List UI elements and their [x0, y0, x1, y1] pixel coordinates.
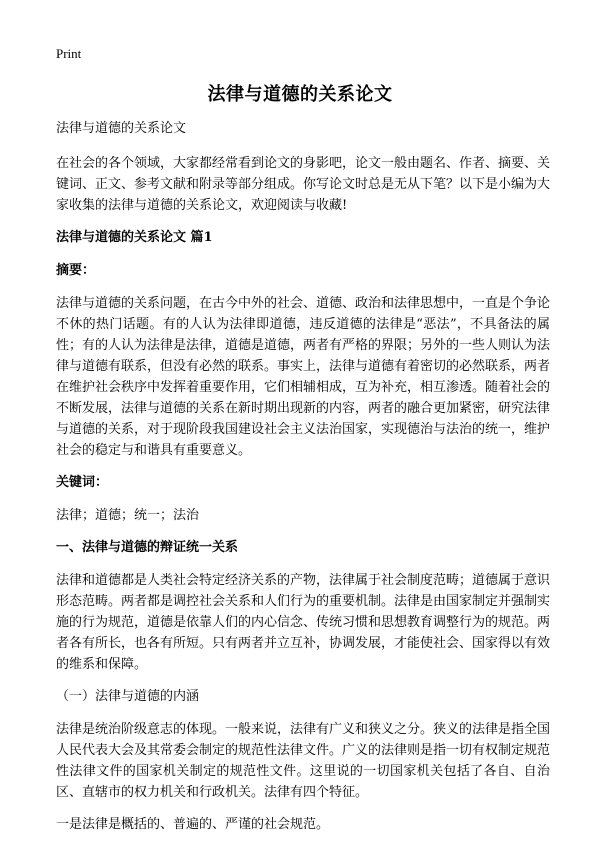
- subsection-paragraph: 法律是统治阶级意志的体现。一般来说，法律有广义和狭义之分。狭义的法律是指全国人民代表大会及其常委会制定的规范性法律文件。广义的法律则是指一切有权制定规范性法律文件的国家机关制定的规范性文件。这里说的一切国家机关包括了各自、自治区、直辖市的权力机关和行政机关。法律有四个特征。: [56, 722, 551, 800]
- article-heading: 法律与道德的关系论文 篇1: [56, 230, 213, 245]
- intro-paragraph: 在社会的各个领域，大家都经常看到论文的身影吧，论文一般由题名、作者、摘要、关键词、正文、参考文献和附录等部分组成。你写论文时总是无从下笔？以下是小编为大家收集的法律与道德的关系论文，欢迎阅读与收藏!: [56, 156, 551, 213]
- keywords-heading: 关键词：: [56, 475, 109, 490]
- feature-paragraph: 一是法律是概括的、普遍的、严谨的社会规范。: [56, 817, 330, 832]
- abstract-heading: 摘要：: [56, 263, 96, 278]
- keywords-paragraph: 法律；道德；统一；法治: [56, 508, 200, 523]
- document-body: [56, 118, 550, 846]
- section-paragraph: 法律和道德都是人类社会特定经济关系的产物，法律属于社会制度范畴；道德属于意识形态范畴。两者都是调控社会关系和人们行为的重要机制。法律是由国家制定并强制实施的行为规范，道德是依靠人们的内心信念、传统习惯和思想教育调整行为的规范。两者各有所长，也各有所短。只有两者并立互补，协调发展，才能使社会、国家得以有效的维系和保障。: [56, 573, 551, 672]
- abstract-paragraph: 法律与道德的关系问题，在古今中外的社会、道德、政治和法律思想中，一直是个争论不休的热门话题。有的人认为法律即道德，违反道德的法律是“恶法”，不具备法的属性；有的人认为法律是法律，道德是道德，两者有严格的界限；另外的一些人则认为法律与道德有联系，但没有必然的联系。事实上，法律与道德有着密切的必然联系，两者在维护社会秩序中发挥着重要作用，它们相辅相成，互为补充，相互渗透。随着社会的不断发展，法律与道德的关系在新时期出现新的内容，两者的融合更加紧密，研究法律与道德的关系，对于现阶段我国建设社会主义法治国家，实现德治与法治的统一，维护社会的稳定与和谐具有重要意义。: [56, 296, 551, 458]
- section-heading: 一、法律与道德的辩证统一关系: [56, 540, 239, 555]
- print-link[interactable]: Print: [56, 46, 82, 61]
- document-title: 法律与道德的关系论文: [207, 84, 393, 105]
- document-subtitle: 法律与道德的关系论文: [56, 121, 187, 136]
- subsection-heading: （一）法律与道德的内涵: [56, 689, 200, 704]
